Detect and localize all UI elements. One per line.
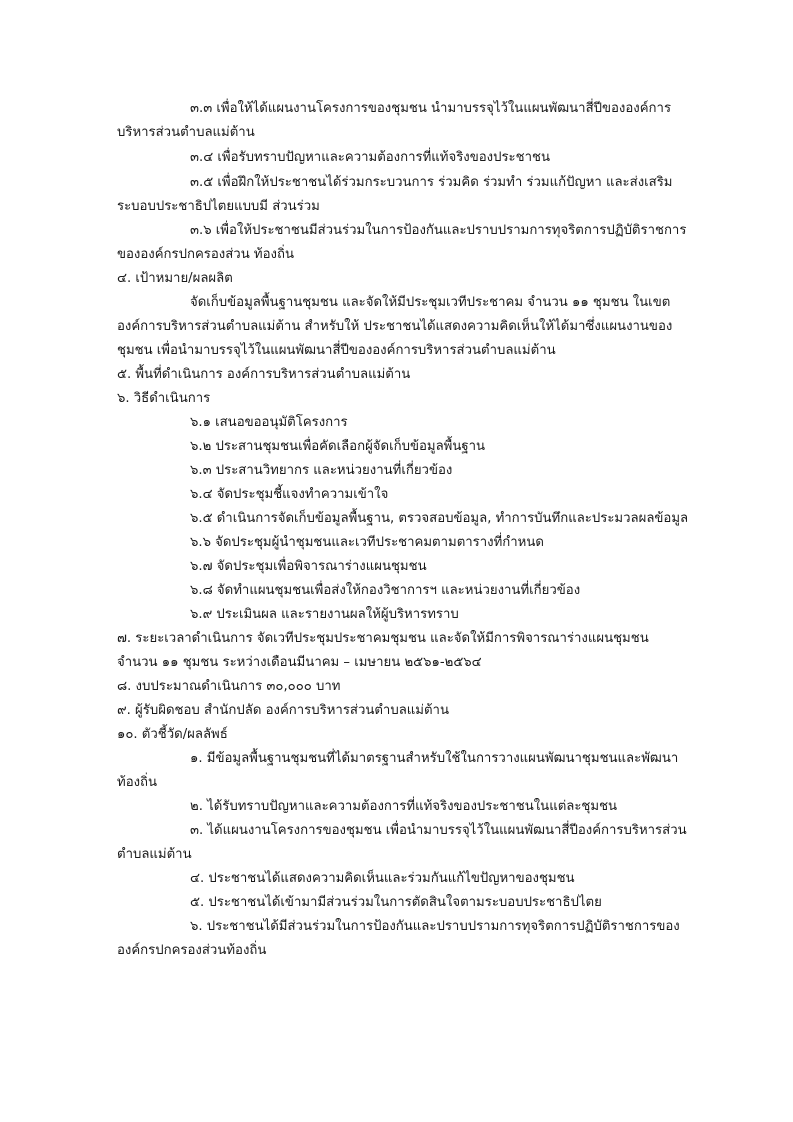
indicator-2: ๒. ได้รับทราบปัญหาและความต้องการที่แท้จริงของประชาชนในแต่ละชุมชน <box>190 799 618 814</box>
step-6-2: ๖.๒ ประสานชุมชนเพื่อคัดเลือกผู้จัดเก็บข้อมูลพื้นฐาน <box>190 439 486 454</box>
indicator-6-line-1: ๖. ประชาชนได้มีส่วนร่วมในการป้องกันและปราบปรามการทุจริตการปฏิบัติราชการของ <box>190 919 680 934</box>
objective-3-3-line-2: บริหารส่วนตำบลแม่ต้าน <box>117 125 255 140</box>
objective-3-6-line-1: ๓.๖ เพื่อให้ประชาชนมีส่วนร่วมในการป้องกันและปราบปรามการทุจริตการปฏิบัติราชการ <box>190 223 687 238</box>
section-6-heading: ๖. วิธีดำเนินการ <box>117 391 211 406</box>
step-6-3: ๖.๓ ประสานวิทยากร และหน่วยงานที่เกี่ยวข้อง <box>190 463 453 478</box>
indicator-6-line-2: องค์กรปกครองส่วนท้องถิ่น <box>117 943 267 958</box>
indicator-3-line-1: ๓. ได้แผนงานโครงการของชุมชน เพื่อนำมาบรรจุไว้ในแผนพัฒนาสี่ปีองค์การบริหารส่วน <box>190 823 687 838</box>
section-4-paragraph-line-1: จัดเก็บข้อมูลพื้นฐานชุมชน และจัดให้มีประชุมเวทีประชาคม จำนวน ๑๑ ชุมชน ในเขต <box>190 295 671 310</box>
step-6-5: ๖.๕ ดำเนินการจัดเก็บข้อมูลพื้นฐาน, ตรวจสอบข้อมูล, ทำการบันทึกและประมวลผลข้อมูล <box>190 511 689 526</box>
step-6-7: ๖.๗ จัดประชุมเพื่อพิจารณาร่างแผนชุมชน <box>190 559 427 574</box>
step-6-9: ๖.๙ ประเมินผล และรายงานผลให้ผู้บริหารทราบ <box>190 607 459 622</box>
section-9-responsible: ๙. ผู้รับผิดชอบ สำนักปลัด องค์การบริหารส่วนตำบลแม่ต้าน <box>117 703 449 718</box>
section-7-line-2: จำนวน ๑๑ ชุมชน ระหว่างเดือนมีนาคม – เมษายน ๒๕๖๑-๒๕๖๔ <box>117 655 482 670</box>
objective-3-6-line-2: ขององค์กรปกครองส่วน ท้องถิ่น <box>117 247 294 262</box>
objective-3-4: ๓.๔ เพื่อรับทราบปัญหาและความต้องการที่แท้จริงของประชาชน <box>190 150 550 165</box>
section-4-paragraph-line-2: องค์การบริหารส่วนตำบลแม่ต้าน สำหรับให้ ประชาชนได้แสดงความคิดเห็นให้ได้มาซึ่งแผนงานของ <box>117 319 673 334</box>
step-6-1: ๖.๑ เสนอขออนุมัติโครงการ <box>190 415 348 430</box>
indicator-4: ๔. ประชาชนได้แสดงความคิดเห็นและร่วมกันแก้ไขปัญหาของชุมชน <box>190 871 575 886</box>
indicator-3-line-2: ตำบลแม่ต้าน <box>117 847 192 862</box>
step-6-4: ๖.๔ จัดประชุมชี้แจงทำความเข้าใจ <box>190 487 389 502</box>
step-6-6: ๖.๖ จัดประชุมผู้นำชุมชนและเวทีประชาคมตามตารางที่กำหนด <box>190 535 544 550</box>
objective-3-5-line-1: ๓.๕ เพื่อฝึกให้ประชาชนได้ร่วมกระบวนการ ร่วมคิด ร่วมทำ ร่วมแก้ปัญหา และส่งเสริม <box>190 175 673 190</box>
section-4-heading: ๔. เป้าหมาย/ผลผลิต <box>117 271 233 286</box>
indicator-1-line-2: ท้องถิ่น <box>117 775 158 790</box>
objective-3-5-line-2: ระบอบประชาธิปไตยแบบมี ส่วนร่วม <box>117 199 320 214</box>
section-7-line-1: ๗. ระยะเวลาดำเนินการ จัดเวทีประชุมประชาคมชุมชน และจัดให้มีการพิจารณาร่างแผนชุมชน <box>117 631 649 646</box>
section-8-budget: ๘. งบประมาณดำเนินการ ๓๐,๐๐๐ บาท <box>117 679 341 694</box>
section-5-heading: ๕. พื้นที่ดำเนินการ องค์การบริหารส่วนตำบลแม่ต้าน <box>117 367 411 382</box>
step-6-8: ๖.๘ จัดทำแผนชุมชนเพื่อส่งให้กองวิชาการฯ และหน่วยงานที่เกี่ยวข้อง <box>190 583 581 598</box>
objective-3-3-line-1: ๓.๓ เพื่อให้ได้แผนงานโครงการของชุมชน นำมาบรรจุไว้ในแผนพัฒนาสี่ปีขององค์การ <box>190 101 672 116</box>
section-10-heading: ๑๐. ตัวชี้วัด/ผลลัพธ์ <box>117 727 228 742</box>
indicator-1-line-1: ๑. มีข้อมูลพื้นฐานชุมชนที่ได้มาตรฐานสำหรับใช้ในการวางแผนพัฒนาชุมชนและพัฒนา <box>190 751 679 766</box>
section-4-paragraph-line-3: ชุมชน เพื่อนำมาบรรจุไว้ในแผนพัฒนาสี่ปีขององค์การบริหารส่วนตำบลแม่ต้าน <box>117 343 556 358</box>
indicator-5: ๕. ประชาชนได้เข้ามามีส่วนร่วมในการตัดสินใจตามระบอบประชาธิปไตย <box>190 895 602 910</box>
